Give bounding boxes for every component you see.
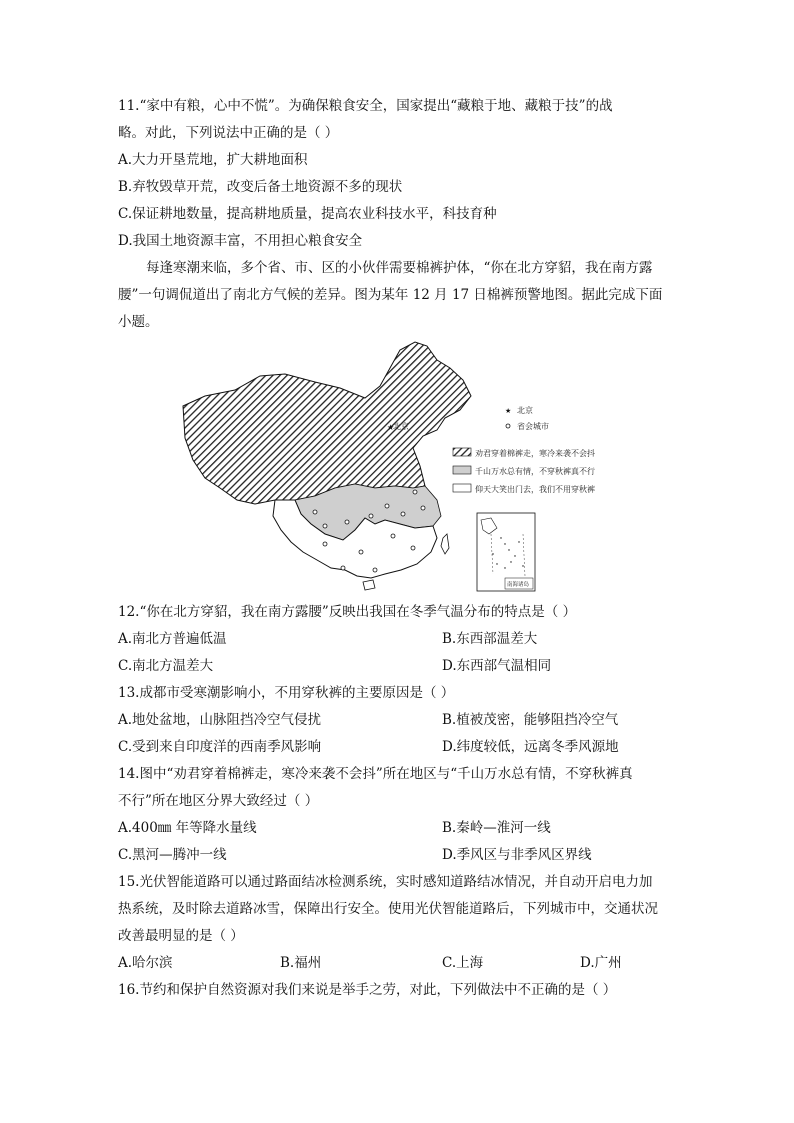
q15-option-c: C.上海 bbox=[442, 955, 484, 971]
q13-stem: 13.成都市受寒潮影响小，不用穿秋裤的主要原因是（ ） bbox=[118, 685, 455, 701]
legend-zone3-swatch bbox=[453, 484, 471, 492]
q12-option-a: A.南北方普遍低温 bbox=[118, 631, 227, 647]
q13-option-b: B.植被茂密，能够阻挡冷空气 bbox=[442, 712, 619, 728]
q11-stem-line2: 略。对此，下列说法中正确的是（ ） bbox=[118, 125, 339, 141]
q11-stem-line1: 11.“家中有粮，心中不慌”。为确保粮食安全，国家提出“藏粮于地、藏粮于技”的战 bbox=[118, 98, 613, 114]
q14-option-b: B.秦岭—淮河一线 bbox=[442, 820, 551, 836]
q11-option-c: C.保证耕地数量，提高耕地质量，提高农业科技水平，科技育种 bbox=[118, 206, 497, 222]
q15-stem-line2: 热系统，及时除去道路冰雪，保障出行安全。使用光伏智能道路后，下列城市中，交通状况 bbox=[118, 901, 658, 917]
q11-option-b: B.弃牧毁草开荒，改变后备土地资源不多的现状 bbox=[118, 179, 403, 195]
intro-line3: 小题。 bbox=[118, 314, 159, 330]
legend-capital-icon bbox=[506, 424, 510, 428]
q12-option-d: D.东西部气温相同 bbox=[442, 658, 552, 674]
q14-option-d: D.季风区与非季风区界线 bbox=[442, 847, 592, 863]
q14-stem-line2: 不行”所在地区分界大致经过（ ） bbox=[118, 793, 319, 809]
q11-option-a: A.大力开垦荒地，扩大耕地面积 bbox=[118, 152, 308, 168]
legend-capital-label: 省会城市 bbox=[517, 422, 549, 431]
q11-option-d: D.我国土地资源丰富，不用担心粮食安全 bbox=[118, 233, 363, 249]
q13-option-a: A.地处盆地，山脉阻挡冷空气侵扰 bbox=[118, 712, 322, 728]
q15-option-a: A.哈尔滨 bbox=[118, 955, 173, 971]
legend-zone1-label: 劝君穿着棉裤走，寒冷来袭不会抖 bbox=[475, 449, 595, 458]
q14-option-c: C.黑河—腾冲一线 bbox=[118, 847, 227, 863]
map-legend bbox=[453, 405, 595, 495]
q15-option-d: D.广州 bbox=[580, 955, 622, 971]
q12-option-c: C.南北方温差大 bbox=[118, 658, 214, 674]
q12-stem: 12.“你在北方穿貂，我在南方露腰”反映出我国在冬季气温分布的特点是（ ） bbox=[118, 604, 577, 620]
hainan-island bbox=[363, 580, 375, 590]
legend-zone1-swatch bbox=[453, 448, 471, 456]
q12-option-b: B.东西部温差大 bbox=[442, 631, 538, 647]
q15-option-b: B.福州 bbox=[280, 955, 322, 971]
q15-stem-line1: 15.光伏智能道路可以通过路面结冰检测系统，实时感知道路结冰情况，并自动开启电力加 bbox=[118, 874, 653, 890]
taiwan-island bbox=[441, 534, 449, 554]
map-beijing-label: 北京 bbox=[393, 422, 409, 431]
legend-star-icon: ★ bbox=[505, 407, 512, 415]
south-china-sea-inset bbox=[477, 513, 535, 591]
legend-zone3-label: 仰天大笑出门去，我们不用穿秋裤 bbox=[475, 485, 595, 494]
q16-stem: 16.节约和保护自然资源对我们来说是举手之劳，对此，下列做法中不正确的是（ ） bbox=[118, 982, 617, 998]
legend-beijing-label: 北京 bbox=[517, 406, 533, 415]
q14-stem-line1: 14.图中“劝君穿着棉裤走，寒冷来袭不会抖”所在地区与“千山万水总有情，不穿秋裤真 bbox=[118, 766, 633, 782]
intro-line2: 腰”一句调侃道出了南北方气候的差异。图为某年 12 月 17 日棉裤预警地图。据此完成下面 bbox=[118, 287, 663, 303]
intro-line1: 每逢寒潮来临，多个省、市、区的小伙伴需要棉裤护体，“你在北方穿貂，我在南方露 bbox=[146, 260, 653, 276]
q13-option-c: C.受到来自印度洋的西南季风影响 bbox=[118, 739, 322, 755]
q14-option-a: A.400㎜ 年等降水量线 bbox=[118, 820, 257, 836]
q13-option-d: D.纬度较低，远离冬季风源地 bbox=[442, 739, 619, 755]
beijing-star: ★ bbox=[387, 423, 395, 432]
q15-stem-line3: 改善最明显的是（ ） bbox=[118, 928, 244, 944]
cold-warning-map bbox=[175, 338, 615, 595]
north-hatched-region bbox=[183, 342, 471, 504]
inset-label: 南海诸岛 bbox=[507, 582, 530, 588]
legend-zone2-label: 千山万水总有情，不穿秋裤真不行 bbox=[475, 467, 595, 476]
legend-zone2-swatch bbox=[453, 466, 471, 474]
